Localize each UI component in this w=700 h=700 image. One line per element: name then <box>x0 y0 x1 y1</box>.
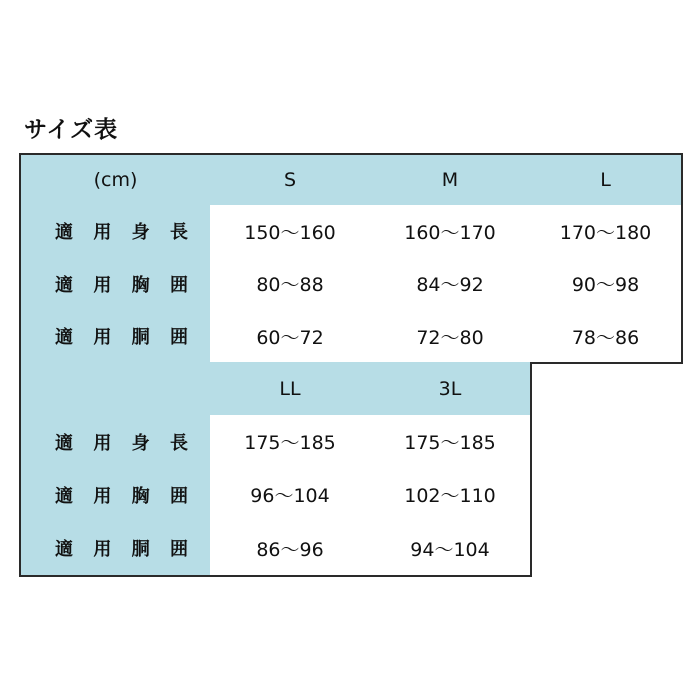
label-char: 用 <box>93 327 112 348</box>
value-cell: 78〜86 <box>530 310 683 364</box>
label-char: 用 <box>93 485 112 507</box>
value-cell: 102〜110 <box>370 468 532 523</box>
size-header-m: M <box>370 153 532 207</box>
label-char: 胸 <box>131 274 150 296</box>
label-char: 囲 <box>169 327 188 348</box>
value-cell: 175〜185 <box>370 415 532 470</box>
label-char: 囲 <box>169 274 188 296</box>
value-cell: 80〜88 <box>210 257 372 312</box>
value-cell: 90〜98 <box>530 257 683 312</box>
page-title: サイズ表 <box>24 117 119 143</box>
label-char: 適 <box>55 274 73 296</box>
label-char: 胴 <box>131 327 150 348</box>
row-label-chest-2 <box>19 468 212 523</box>
value-cell: 84〜92 <box>370 257 532 312</box>
row-label-waist <box>19 310 212 364</box>
value-cell: 86〜96 <box>210 521 372 577</box>
value-cell: 150〜160 <box>210 205 372 259</box>
value-cell: 72〜80 <box>370 310 532 364</box>
value-cell: 160〜170 <box>370 205 532 259</box>
label-char: 適 <box>55 327 73 348</box>
value-cell: 170〜180 <box>530 205 683 259</box>
value-cell: 96〜104 <box>210 468 372 523</box>
label-char: 長 <box>169 432 188 454</box>
label-char: 適 <box>55 432 73 454</box>
label-char: 胸 <box>131 485 150 507</box>
value-cell: 175〜185 <box>210 415 372 470</box>
size-header-l: L <box>530 153 683 207</box>
label-char: 適 <box>55 485 73 507</box>
label-char: 適 <box>55 222 73 243</box>
label-char: 囲 <box>169 539 188 560</box>
label-char: 適 <box>55 539 73 560</box>
value-cell: 94〜104 <box>370 521 532 577</box>
label-char: 身 <box>131 222 150 243</box>
row-label-chest <box>19 257 212 312</box>
label-char: 囲 <box>169 485 188 507</box>
label-char: 用 <box>93 539 112 560</box>
row-label-waist-2 <box>19 521 212 577</box>
unit-header: (cm) <box>19 153 212 207</box>
value-cell: 60〜72 <box>210 310 372 364</box>
row-label-height-2 <box>19 415 212 470</box>
size-header-3l: 3L <box>370 362 532 417</box>
size-header-s: S <box>210 153 372 207</box>
label-char: 用 <box>93 274 112 296</box>
label-char: 身 <box>131 432 150 454</box>
label-char: 用 <box>93 432 112 454</box>
label-char: 用 <box>93 222 112 243</box>
unit-header-2 <box>19 362 212 417</box>
size-header-ll: LL <box>210 362 372 417</box>
label-char: 長 <box>169 222 188 243</box>
label-char: 胴 <box>131 539 150 560</box>
row-label-height <box>19 205 212 259</box>
